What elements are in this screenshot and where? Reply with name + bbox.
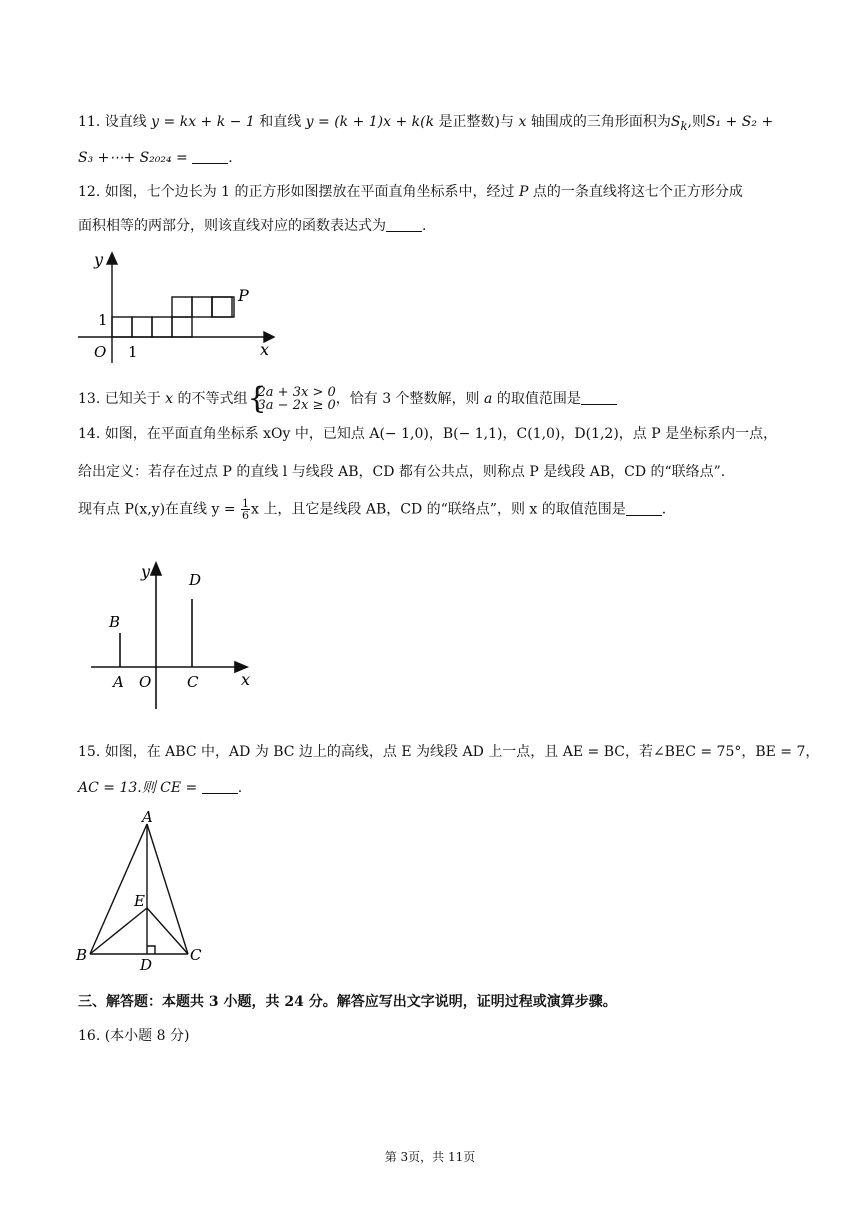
q14-line2: 给出定义：若存在过点 P 的直线 l 与线段 AB，CD 都有公共点，则称点 P 是线段 AB，CD 的“联络点”. (78, 464, 726, 480)
right-angle-mark (147, 946, 155, 954)
segment-be (90, 908, 147, 954)
answer-blank (626, 501, 662, 516)
square (152, 317, 172, 337)
square (132, 317, 152, 337)
q15-figure (76, 808, 216, 974)
fraction: $\frac{1}{6}$ (242, 497, 250, 522)
tick-label-x: 1 (128, 343, 138, 361)
point-b-label: B (109, 613, 121, 631)
answer-blank (386, 217, 422, 232)
point-d-label: D (140, 956, 153, 974)
point-p-label: P (238, 286, 249, 305)
q12-line2: 面积相等的两部分，则该直线对应的函数表达式为 . (78, 218, 427, 234)
x-axis-label: x (241, 670, 251, 689)
q12-line1: 12. 如图，七个边长为 1 的正方形如图摆放在平面直角坐标系中，经过 P 点的一条直线将这七个正方形分成 (78, 184, 743, 200)
point-d-label: D (189, 571, 202, 589)
q14-line1: 14. 如图，在平面直角坐标系 xOy 中，已知点 A(− 1,0)，B(− 1,1)，C(1,0)，D(1,2)，点 P 是坐标系内一点， (78, 426, 778, 442)
answer-blank (192, 149, 228, 164)
x-axis-label: x (260, 340, 270, 359)
y-axis-label: y (94, 250, 104, 269)
y-axis-arrow (107, 253, 117, 264)
square (212, 297, 234, 317)
q16-heading: 16. (本小题 8 分) (78, 1028, 190, 1044)
q11-line2: S₃ +⋯+ S₂₀₂₄ = . (78, 150, 233, 166)
q14-line3: 现有点 P(x,y)在直线 y = $\frac{1}{6}$ x 上，且它是线段 AB，CD 的“联络点”，则 x 的取值范围是 . (78, 497, 667, 522)
square (112, 317, 132, 337)
y-axis-label: y (141, 562, 151, 581)
point-b-label: B (76, 946, 88, 964)
y-axis-arrow (151, 563, 161, 575)
section-heading: 三、解答题：本题共 3 小题，共 24 分。解答应写出文字说明，证明过程或演算步骤。 (78, 994, 617, 1010)
square (172, 297, 192, 317)
point-e-label: E (134, 892, 145, 910)
tick-label-y: 1 (98, 311, 108, 329)
point-c-label: C (187, 673, 199, 691)
square (172, 317, 192, 337)
answer-blank (581, 390, 617, 405)
answer-blank (202, 779, 238, 794)
origin-label: O (139, 673, 152, 691)
side-ab (90, 824, 147, 954)
inequality-system: { 2a + 3x > 0 3a − 2x ≥ 0 (247, 381, 336, 416)
square (212, 297, 232, 317)
q12-figure (70, 245, 290, 365)
q13-line: 13. 已知关于 x 的不等式组 { 2a + 3x > 0 3a − 2x ≥ 0 ，恰有 3 个整数解，则 a 的取值范围是 (78, 386, 617, 412)
origin-label: O (94, 343, 107, 361)
side-ac (147, 824, 188, 954)
segment-ce (147, 908, 188, 954)
page-footer: 第 3页，共 11页 (384, 1150, 476, 1164)
point-a-label: A (142, 808, 153, 826)
square (192, 297, 212, 317)
point-a-label: A (113, 673, 124, 691)
q15-line2: AC = 13.则 CE = . (78, 780, 243, 796)
q15-line1: 15. 如图，在 ABC 中，AD 为 BC 边上的高线，点 E 为线段 AD 上一点，且 AE = BC，若∠BEC = 75°，BE = 7， (78, 744, 820, 760)
q14-figure (85, 555, 265, 715)
q11-line1: 11. 设直线 y = kx + k − 1 和直线 y = (k + 1)x + k(k 是正整数)与 x 轴围成的三角形面积为$S_k$,则S₁ + S₂ + (78, 114, 774, 133)
point-c-label: C (190, 946, 202, 964)
